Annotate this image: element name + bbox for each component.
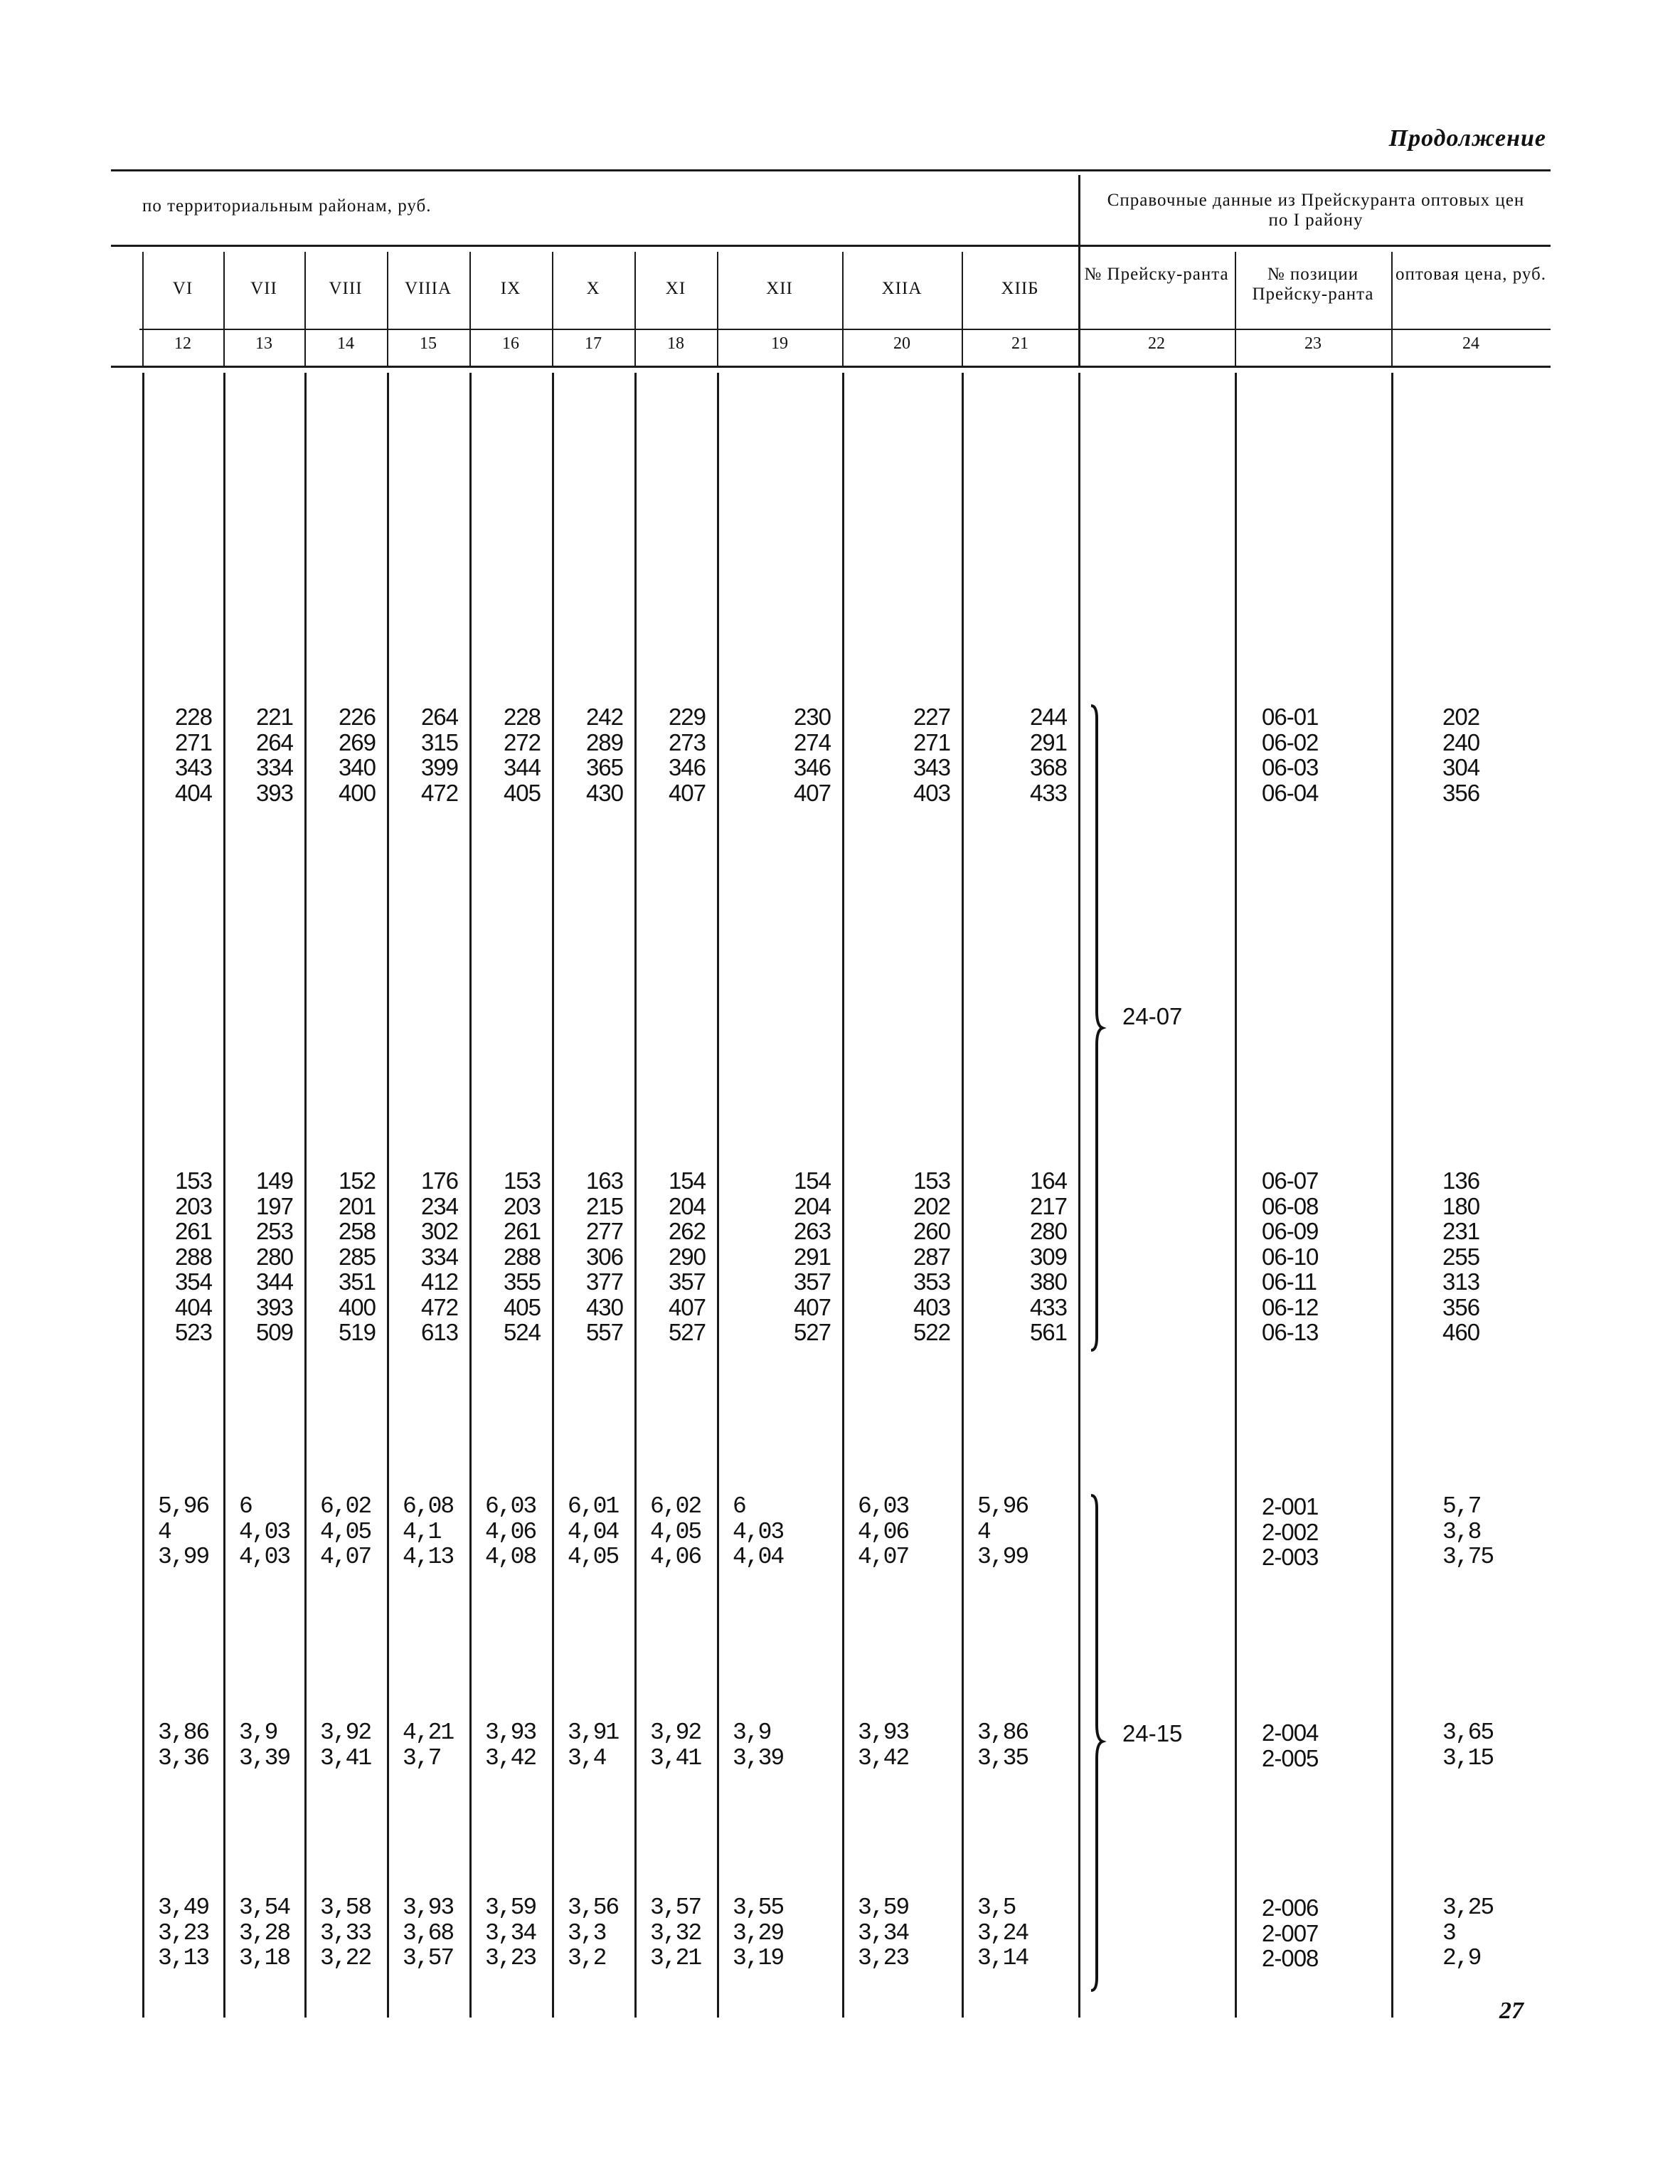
price-cell: 203	[503, 1192, 541, 1219]
price-cell: 400	[338, 1293, 376, 1320]
wholesale-price-cell: 5,7	[1442, 1493, 1481, 1520]
price-cell: 343	[913, 754, 950, 780]
position-cell: 06-09	[1262, 1218, 1319, 1244]
column-header-label: IX	[500, 279, 521, 298]
price-cell: 285	[338, 1243, 376, 1270]
price-cell: 3,58	[320, 1894, 371, 1921]
price-cell: 291	[793, 1243, 831, 1270]
price-cell: 523	[174, 1319, 212, 1345]
position-cell: 2-001	[1262, 1493, 1319, 1520]
column-number: 14	[337, 334, 354, 353]
price-cell: 3,93	[403, 1894, 454, 1921]
price-cell: 4,03	[239, 1518, 290, 1545]
price-cell: 262	[668, 1218, 706, 1244]
price-cell: 3,92	[650, 1719, 701, 1746]
price-cell: 3,2	[568, 1945, 606, 1971]
price-cell: 3,35	[977, 1744, 1028, 1771]
price-cell: 3,34	[858, 1919, 909, 1946]
wholesale-price-cell: 3,15	[1442, 1744, 1494, 1771]
pricelist-number-2: 24-15	[1122, 1720, 1183, 1746]
price-cell: 3,18	[239, 1945, 290, 1971]
price-cell: 354	[174, 1268, 212, 1295]
price-cell: 204	[668, 1192, 706, 1219]
price-cell: 153	[913, 1167, 950, 1194]
table-top-rule	[111, 169, 1551, 171]
column-header-label: VIII	[329, 279, 363, 298]
column-number: 22	[1148, 334, 1165, 353]
price-cell: 3,28	[239, 1919, 290, 1946]
price-cell: 6	[239, 1493, 252, 1520]
position-cell: 06-11	[1262, 1268, 1317, 1295]
column-header-label: оптовая цена, руб.	[1395, 265, 1547, 284]
price-cell: 3,57	[403, 1945, 454, 1971]
price-cell: 302	[420, 1218, 458, 1244]
price-cell: 4,06	[485, 1518, 536, 1545]
price-cell: 258	[338, 1218, 376, 1244]
price-cell: 343	[174, 754, 212, 780]
price-cell: 3,56	[568, 1894, 619, 1921]
price-cell: 3,14	[977, 1945, 1028, 1971]
price-cell: 273	[668, 728, 706, 756]
price-cell: 351	[338, 1268, 376, 1295]
price-cell: 154	[793, 1167, 831, 1194]
price-cell: 261	[503, 1218, 541, 1244]
wholesale-price-cell: 231	[1442, 1218, 1480, 1244]
price-cell: 4	[977, 1518, 990, 1545]
price-cell: 3,21	[650, 1945, 701, 1971]
column-number: 19	[771, 334, 788, 353]
price-cell: 404	[174, 1293, 212, 1320]
position-cell: 06-10	[1262, 1243, 1319, 1270]
column-header-label: XIIA	[881, 279, 923, 298]
price-cell: 5,96	[977, 1493, 1028, 1520]
price-cell: 407	[668, 1293, 706, 1320]
price-cell: 3,41	[650, 1744, 701, 1771]
price-cell: 355	[503, 1268, 541, 1295]
price-cell: 430	[585, 1293, 623, 1320]
price-cell: 344	[255, 1268, 293, 1295]
price-cell: 217	[1029, 1192, 1067, 1219]
price-cell: 334	[255, 754, 293, 780]
price-cell: 3,24	[977, 1919, 1028, 1946]
price-cell: 3,5	[977, 1894, 1016, 1921]
price-cell: 557	[585, 1319, 623, 1345]
position-cell: 06-12	[1262, 1293, 1319, 1320]
price-cell: 274	[793, 728, 831, 756]
wholesale-price-cell: 3,65	[1442, 1719, 1494, 1746]
price-cell: 3,86	[158, 1719, 209, 1746]
column-number: 20	[893, 334, 910, 353]
price-cell: 3,23	[485, 1945, 536, 1971]
price-cell: 430	[585, 779, 623, 806]
price-cell: 5,96	[158, 1493, 209, 1520]
price-cell: 271	[174, 728, 212, 756]
price-cell: 226	[338, 704, 376, 730]
price-cell: 6,02	[320, 1493, 371, 1520]
price-cell: 3,99	[158, 1544, 209, 1570]
wholesale-price-cell: 255	[1442, 1243, 1480, 1270]
price-cell: 365	[585, 754, 623, 780]
price-cell: 221	[255, 704, 293, 730]
position-cell: 06-04	[1262, 779, 1319, 806]
price-cell: 204	[793, 1192, 831, 1219]
price-cell: 4,08	[485, 1544, 536, 1570]
price-cell: 407	[668, 779, 706, 806]
price-cell: 261	[174, 1218, 212, 1244]
price-cell: 288	[503, 1243, 541, 1270]
position-cell: 2-006	[1262, 1894, 1319, 1921]
price-cell: 393	[255, 1293, 293, 1320]
body-column-line	[1391, 373, 1393, 2018]
body-top-rule	[111, 366, 1551, 368]
price-cell: 163	[585, 1167, 623, 1194]
wholesale-price-cell: 240	[1442, 728, 1480, 756]
price-cell: 3,42	[485, 1744, 536, 1771]
price-cell: 3,9	[239, 1719, 277, 1746]
price-cell: 404	[174, 779, 212, 806]
wholesale-price-cell: 136	[1442, 1167, 1480, 1194]
price-cell: 4,05	[650, 1518, 701, 1545]
position-cell: 2-003	[1262, 1544, 1319, 1570]
column-number: 16	[502, 334, 519, 353]
wholesale-price-cell: 3	[1442, 1919, 1455, 1946]
position-cell: 2-007	[1262, 1919, 1319, 1946]
price-cell: 4,06	[650, 1544, 701, 1570]
price-cell: 3,59	[858, 1894, 909, 1921]
position-cell: 06-01	[1262, 704, 1319, 730]
price-cell: 197	[255, 1192, 293, 1219]
column-number: 24	[1462, 334, 1479, 353]
price-cell: 377	[585, 1268, 623, 1295]
price-cell: 412	[420, 1268, 458, 1295]
price-cell: 433	[1029, 1293, 1067, 1320]
price-cell: 4,05	[320, 1518, 371, 1545]
price-cell: 3,19	[733, 1945, 784, 1971]
price-cell: 346	[793, 754, 831, 780]
wholesale-price-cell: 180	[1442, 1192, 1480, 1219]
price-cell: 228	[503, 704, 541, 730]
price-cell: 407	[793, 779, 831, 806]
price-cell: 4,03	[733, 1518, 784, 1545]
price-cell: 393	[255, 779, 293, 806]
price-cell: 227	[913, 704, 950, 730]
price-cell: 3,86	[977, 1719, 1028, 1746]
column-number: 15	[420, 334, 437, 353]
price-cell: 230	[793, 704, 831, 730]
price-cell: 153	[174, 1167, 212, 1194]
wholesale-price-cell: 460	[1442, 1319, 1480, 1345]
price-cell: 280	[255, 1243, 293, 1270]
wholesale-price-cell: 202	[1442, 704, 1480, 730]
price-cell: 368	[1029, 754, 1067, 780]
price-cell: 3,49	[158, 1894, 209, 1921]
price-cell: 228	[174, 704, 212, 730]
price-cell: 277	[585, 1218, 623, 1244]
price-cell: 153	[503, 1167, 541, 1194]
body-column-line	[1078, 373, 1080, 2018]
wholesale-price-cell: 304	[1442, 754, 1480, 780]
wholesale-price-cell: 356	[1442, 779, 1480, 806]
price-cell: 3,42	[858, 1744, 909, 1771]
price-cell: 3,29	[733, 1919, 784, 1946]
column-number: 17	[585, 334, 602, 353]
price-cell: 524	[503, 1319, 541, 1345]
price-cell: 3,93	[485, 1719, 536, 1746]
price-cell: 202	[913, 1192, 950, 1219]
price-cell: 288	[174, 1243, 212, 1270]
price-cell: 280	[1029, 1218, 1067, 1244]
price-cell: 269	[338, 728, 376, 756]
price-cell: 291	[1029, 728, 1067, 756]
column-number-rule	[139, 329, 1551, 330]
price-cell: 4,03	[239, 1544, 290, 1570]
price-cell: 3,9	[733, 1719, 771, 1746]
price-cell: 3,13	[158, 1945, 209, 1971]
price-cell: 4,21	[403, 1719, 454, 1746]
price-cell: 6,03	[485, 1493, 536, 1520]
price-cell: 3,3	[568, 1919, 606, 1946]
price-cell: 152	[338, 1167, 376, 1194]
position-cell: 2-004	[1262, 1719, 1319, 1746]
price-cell: 3,41	[320, 1744, 371, 1771]
position-cell: 06-03	[1262, 754, 1319, 780]
price-cell: 4,1	[403, 1518, 441, 1545]
price-cell: 3,4	[568, 1744, 606, 1771]
price-cell: 380	[1029, 1268, 1067, 1295]
column-number: 12	[174, 334, 191, 353]
pricelist-number-1: 24-07	[1122, 1003, 1183, 1029]
price-cell: 6,08	[403, 1493, 454, 1520]
header-divider-rule	[111, 245, 1551, 247]
price-cell: 509	[255, 1319, 293, 1345]
price-cell: 433	[1029, 779, 1067, 806]
price-cell: 164	[1029, 1167, 1067, 1194]
price-cell: 289	[585, 728, 623, 756]
price-cell: 290	[668, 1243, 706, 1270]
page-number: 27	[1499, 1998, 1524, 2024]
wholesale-price-cell: 3,25	[1442, 1894, 1494, 1921]
price-cell: 234	[420, 1192, 458, 1219]
price-cell: 215	[585, 1192, 623, 1219]
price-cell: 527	[668, 1319, 706, 1345]
price-cell: 264	[420, 704, 458, 730]
position-cell: 2-008	[1262, 1945, 1319, 1971]
price-cell: 357	[793, 1268, 831, 1295]
price-cell: 3,99	[977, 1544, 1028, 1570]
column-header-label: XIIБ	[1001, 279, 1039, 298]
price-cell: 405	[503, 779, 541, 806]
price-cell: 3,59	[485, 1894, 536, 1921]
price-cell: 403	[913, 779, 950, 806]
price-cell: 6,01	[568, 1493, 619, 1520]
price-cell: 3,39	[733, 1744, 784, 1771]
column-number: 18	[667, 334, 684, 353]
column-header-label: VII	[250, 279, 277, 298]
price-cell: 4,07	[858, 1544, 909, 1570]
column-header-label: VI	[172, 279, 193, 298]
price-cell: 6,03	[858, 1493, 909, 1520]
price-cell: 3,55	[733, 1894, 784, 1921]
wholesale-price-cell: 2,9	[1442, 1945, 1481, 1971]
price-cell: 344	[503, 754, 541, 780]
price-cell: 6	[733, 1493, 745, 1520]
wholesale-price-cell: 313	[1442, 1268, 1480, 1295]
wholesale-price-cell: 3,8	[1442, 1518, 1481, 1545]
price-cell: 4,07	[320, 1544, 371, 1570]
price-cell: 272	[503, 728, 541, 756]
column-header-label: XII	[766, 279, 793, 298]
regions-caption: по территориальным районам, руб.	[142, 196, 432, 216]
price-cell: 244	[1029, 704, 1067, 730]
price-cell: 561	[1029, 1319, 1067, 1345]
price-cell: 4,06	[858, 1518, 909, 1545]
price-cell: 4,05	[568, 1544, 619, 1570]
wholesale-price-cell: 356	[1442, 1293, 1480, 1320]
reference-caption: Справочные данные из Прейскуранта оптовых цен по I району	[1107, 191, 1525, 230]
price-cell: 3,57	[650, 1894, 701, 1921]
column-number: 21	[1011, 334, 1028, 353]
price-cell: 340	[338, 754, 376, 780]
price-cell: 353	[913, 1268, 950, 1295]
position-cell: 06-07	[1262, 1167, 1319, 1194]
price-cell: 6,02	[650, 1493, 701, 1520]
price-cell: 229	[668, 704, 706, 730]
price-cell: 3,92	[320, 1719, 371, 1746]
price-cell: 519	[338, 1319, 376, 1345]
column-header-label: VIIIA	[404, 279, 452, 298]
price-cell: 405	[503, 1293, 541, 1320]
price-cell: 399	[420, 754, 458, 780]
price-cell: 263	[793, 1218, 831, 1244]
position-cell: 06-02	[1262, 728, 1319, 756]
price-cell: 3,93	[858, 1719, 909, 1746]
price-cell: 472	[420, 779, 458, 806]
price-cell: 334	[420, 1243, 458, 1270]
price-cell: 3,23	[858, 1945, 909, 1971]
column-header-label: № позиции Прейску-ранта	[1252, 265, 1374, 304]
position-cell: 06-08	[1262, 1192, 1319, 1219]
price-cell: 403	[913, 1293, 950, 1320]
price-cell: 203	[174, 1192, 212, 1219]
brace-group-1	[1087, 704, 1108, 1352]
price-cell: 3,23	[158, 1919, 209, 1946]
position-cell: 2-005	[1262, 1744, 1319, 1771]
price-cell: 315	[420, 728, 458, 756]
price-cell: 472	[420, 1293, 458, 1320]
price-cell: 306	[585, 1243, 623, 1270]
price-cell: 407	[793, 1293, 831, 1320]
price-cell: 3,33	[320, 1919, 371, 1946]
position-cell: 2-002	[1262, 1518, 1319, 1545]
price-cell: 309	[1029, 1243, 1067, 1270]
price-cell: 4,04	[568, 1518, 619, 1545]
wholesale-price-cell: 3,75	[1442, 1544, 1494, 1570]
price-cell: 242	[585, 704, 623, 730]
price-cell: 4,13	[403, 1544, 454, 1570]
price-cell: 613	[420, 1319, 458, 1345]
price-cell: 3,91	[568, 1719, 619, 1746]
price-cell: 3,39	[239, 1744, 290, 1771]
price-cell: 357	[668, 1268, 706, 1295]
price-cell: 287	[913, 1243, 950, 1270]
column-number: 13	[255, 334, 272, 353]
price-cell: 522	[913, 1319, 950, 1345]
price-cell: 3,36	[158, 1744, 209, 1771]
price-cell: 527	[793, 1319, 831, 1345]
position-cell: 06-13	[1262, 1319, 1319, 1345]
price-cell: 3,54	[239, 1894, 290, 1921]
price-cell: 3,34	[485, 1919, 536, 1946]
price-cell: 264	[255, 728, 293, 756]
column-header-label: X	[586, 279, 600, 298]
price-cell: 3,68	[403, 1919, 454, 1946]
price-cell: 260	[913, 1218, 950, 1244]
price-cell: 176	[420, 1167, 458, 1194]
column-header-label: XI	[665, 279, 686, 298]
price-cell: 4	[158, 1518, 171, 1545]
price-cell: 4,04	[733, 1544, 784, 1570]
price-cell: 3,7	[403, 1744, 441, 1771]
price-cell: 346	[668, 754, 706, 780]
price-cell: 3,22	[320, 1945, 371, 1971]
price-cell: 253	[255, 1218, 293, 1244]
price-cell: 400	[338, 779, 376, 806]
brace-group-2	[1087, 1494, 1108, 1992]
price-cell: 149	[255, 1167, 293, 1194]
price-cell: 154	[668, 1167, 706, 1194]
continuation-title: Продолжение	[1388, 125, 1546, 152]
body-column-line	[1235, 373, 1237, 2018]
price-cell: 3,32	[650, 1919, 701, 1946]
column-header-label: № Прейску-ранта	[1084, 265, 1229, 284]
price-cell: 201	[338, 1192, 376, 1219]
price-cell: 271	[913, 728, 950, 756]
column-number: 23	[1304, 334, 1322, 353]
